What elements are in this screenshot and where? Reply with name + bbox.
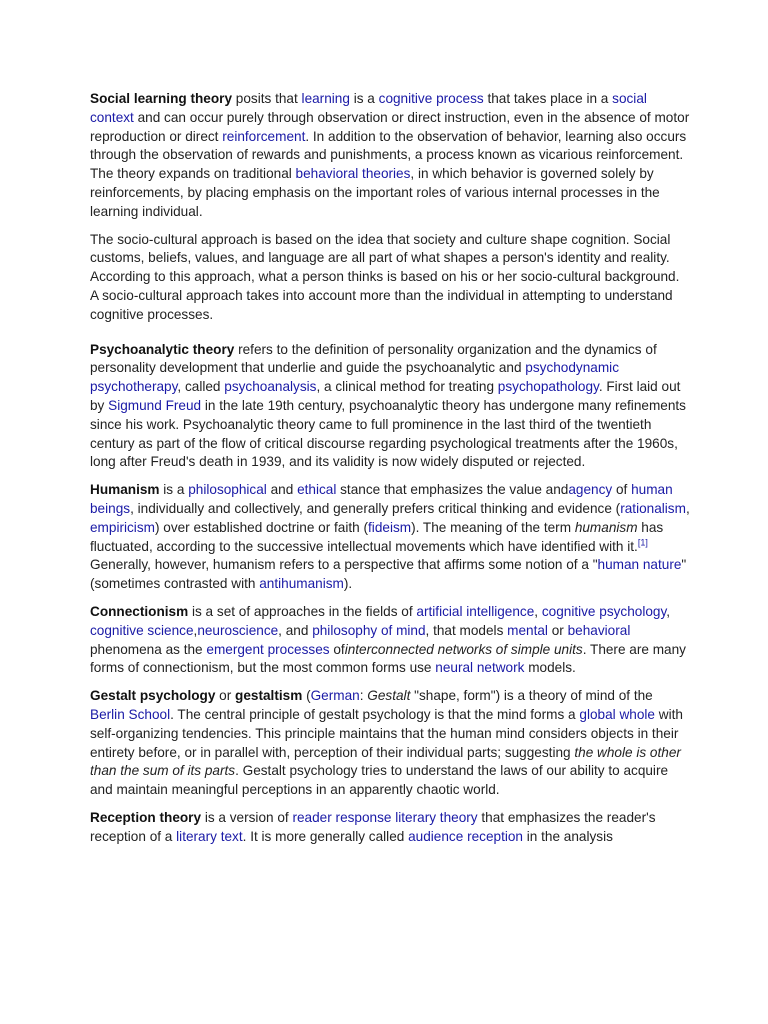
italic-text: Gestalt: [367, 688, 411, 704]
body-text: stance that emphasizes the value and: [336, 482, 569, 498]
inline-link[interactable]: empiricism: [90, 519, 155, 535]
body-text: , in which behavior is governed solely by reinforcements, by placing emphasis on the important roles of various internal processes in the learning individual.: [90, 166, 660, 219]
paragraph-humanism: [90, 481, 690, 594]
paragraph-gestalt: [90, 687, 690, 800]
body-text: that emphasizes the reader's reception of a: [90, 809, 656, 844]
body-text: or: [215, 688, 236, 704]
inline-link[interactable]: artificial intelligence: [416, 603, 535, 619]
paragraph-psychoanalytic: [90, 341, 690, 473]
inline-link[interactable]: cognitive process: [378, 91, 484, 106]
body-text: , and: [278, 622, 313, 638]
paragraph-reception: [90, 809, 690, 847]
body-text: . The central principle of gestalt psychology is that the mind forms a: [170, 706, 580, 722]
inline-link[interactable]: reinforcement: [222, 128, 306, 144]
body-text: ). The meaning of the term: [411, 519, 575, 535]
inline-link[interactable]: reader response literary theory: [292, 809, 478, 825]
body-text: ,: [193, 622, 198, 638]
inline-link[interactable]: human beings: [90, 482, 673, 516]
body-text: is a version of: [201, 809, 293, 825]
inline-link[interactable]: psychoanalysis: [224, 379, 317, 395]
body-text: "shape, form") is a theory of mind of the: [410, 688, 653, 704]
term-heading: Humanism: [90, 482, 160, 498]
inline-link[interactable]: neural network: [435, 660, 525, 676]
italic-text: humanism: [574, 519, 638, 535]
inline-link[interactable]: antihumanism: [259, 576, 344, 592]
body-text: of: [612, 482, 632, 498]
body-text: , that models: [425, 622, 508, 638]
body-text: and can occur purely through observation or direct instruction, even in the absence of motor reproduction or direct: [90, 109, 690, 144]
body-text: is a: [349, 91, 379, 106]
body-text: Generally, however, humanism refers to a perspective that affirms some notion of a ": [90, 557, 598, 573]
body-text: and: [266, 482, 298, 498]
term-heading: Gestalt psychology: [90, 688, 216, 704]
inline-link[interactable]: agency: [568, 482, 613, 498]
body-text: . There are many forms of connectionism, but the most common forms use: [90, 641, 686, 676]
term-heading: Reception theory: [90, 809, 202, 825]
body-text: of: [329, 641, 345, 657]
body-text: refers to the definition of personality organization and the dynamics of personality development that underlie and guide the psychoanalytic and: [90, 341, 657, 376]
inline-link[interactable]: German: [310, 688, 360, 704]
body-text: that takes place in a: [483, 91, 613, 106]
italic-text: interconnected networks of simple units: [344, 641, 583, 657]
body-text: or: [547, 622, 568, 638]
inline-link[interactable]: literary text: [176, 828, 243, 844]
body-text: " (sometimes contrasted with: [90, 557, 687, 592]
body-text: . First laid out by: [90, 379, 681, 413]
inline-link[interactable]: cognitive science: [90, 622, 194, 638]
term-heading: Social learning theory: [90, 91, 233, 106]
inline-link[interactable]: behavioral theories: [295, 166, 411, 182]
paragraph-connectionism: [90, 603, 690, 678]
body-text: ) over established doctrine or faith (: [154, 519, 369, 535]
body-text: ).: [343, 576, 353, 592]
inline-link[interactable]: psychodynamic psychotherapy: [90, 360, 619, 395]
body-text: posits that: [232, 91, 302, 106]
inline-link[interactable]: learning: [301, 91, 350, 106]
body-text: . Gestalt psychology tries to understand the laws of our ability to acquire and maintain meaningful perceptions in an apparently chaotic world.: [90, 763, 669, 798]
document-body: [90, 90, 690, 855]
body-text: :: [359, 688, 368, 704]
body-text: phenomena as the: [90, 641, 207, 657]
inline-link[interactable]: neuroscience: [197, 622, 279, 638]
inline-link[interactable]: behavioral: [567, 622, 631, 638]
body-text: in the analysis: [523, 828, 613, 844]
inline-link[interactable]: social context: [90, 91, 647, 125]
inline-link[interactable]: psychopathology: [497, 379, 599, 395]
citation-link[interactable]: [1]: [637, 537, 648, 547]
body-text: . In addition to the observation of behavior, learning also occurs through the observation of rewards and punishments, a process known as vicarious reinforcement. The theory expands on traditional: [90, 128, 687, 182]
term-heading: gestaltism: [235, 688, 303, 704]
inline-link[interactable]: rationalism: [620, 500, 686, 516]
body-text: with self-organizing tendencies. This principle maintains that the human mind considers objects in their entirety before, or in parallel with, perception of their individual parts; suggesting: [90, 706, 683, 760]
body-text: , called: [177, 379, 225, 395]
inline-link[interactable]: Berlin School: [90, 706, 171, 722]
body-text: , a clinical method for treating: [316, 379, 498, 395]
body-text: The socio-cultural approach is based on the idea that society and culture shape cognition. Social customs, beliefs, values, and language are all part of what shapes a person's identity and reality. According to this approach, what a person thinks is based on his or her socio-cultural background. A socio-cultural approach takes into account more than the individual in attempting to understand cognitive processes.: [90, 231, 680, 322]
term-heading: Psychoanalytic theory: [90, 341, 235, 357]
italic-text: the whole is other than the sum of its parts: [90, 744, 681, 779]
inline-link[interactable]: global whole: [579, 706, 655, 722]
body-text: ,: [685, 500, 690, 516]
inline-link[interactable]: Sigmund Freud: [108, 397, 202, 413]
body-text: ,: [534, 603, 542, 619]
body-text: ,: [666, 603, 671, 619]
inline-link[interactable]: emergent processes: [206, 641, 330, 657]
inline-link[interactable]: audience reception: [408, 828, 523, 844]
body-text: is a: [159, 482, 189, 498]
body-text: has fluctuated, according to the successive intellectual movements which have identified with it.: [90, 519, 664, 554]
inline-link[interactable]: cognitive psychology: [541, 603, 667, 619]
inline-link[interactable]: philosophical: [188, 482, 267, 498]
inline-link[interactable]: philosophy of mind: [312, 622, 426, 638]
term-heading: Connectionism: [90, 603, 189, 619]
body-text: is a set of approaches in the fields of: [188, 603, 417, 619]
inline-link[interactable]: mental: [507, 622, 548, 638]
inline-link[interactable]: ethical: [297, 482, 337, 498]
body-text: models.: [524, 660, 576, 676]
inline-link[interactable]: human nature: [597, 557, 682, 573]
body-text: (: [302, 688, 311, 704]
body-text: in the late 19th century, psychoanalytic theory has undergone many refinements since his work. Psychoanalytic theory came to full prominence in the last third of the twentieth century as part of the flow of critical discourse regarding psychological treatments after the 1960s, long after Freud's death in 1939, and its validity is now widely disputed or rejected.: [90, 397, 686, 470]
inline-link[interactable]: fideism: [368, 519, 412, 535]
body-text: , individually and collectively, and generally prefers critical thinking and evidence (: [130, 500, 621, 516]
paragraph-social-learning: [90, 90, 690, 222]
body-text: . It is more generally called: [242, 828, 409, 844]
paragraph-socio-cultural: [90, 231, 690, 325]
